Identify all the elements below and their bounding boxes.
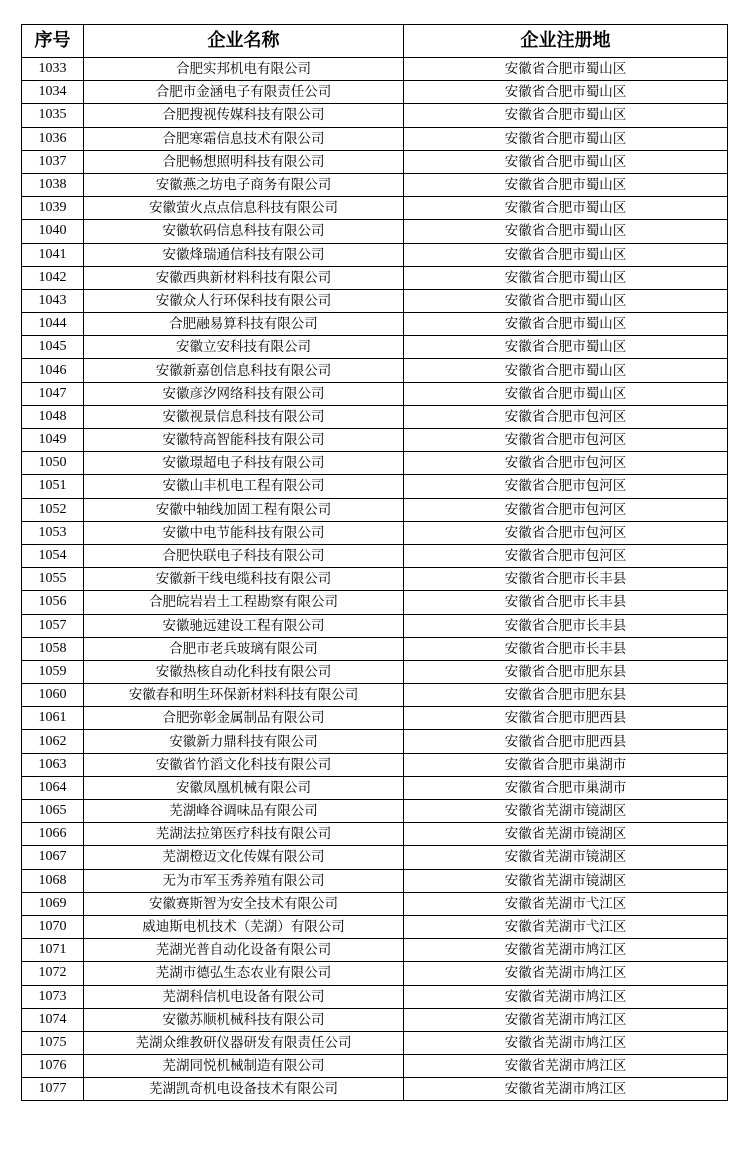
company-name-cell: 安徽新力鼎科技有限公司 [84,730,404,753]
company-name-cell: 安徽彦汐网络科技有限公司 [84,382,404,405]
table-row [22,985,728,1008]
registration-place-cell: 安徽省芜湖市鸠江区 [404,1078,728,1101]
table-row [22,544,728,567]
company-name-cell: 合肥弥彰金属制品有限公司 [84,707,404,730]
company-name-cell: 安徽中轴线加固工程有限公司 [84,498,404,521]
company-name-cell: 芜湖法拉第医疗科技有限公司 [84,823,404,846]
company-name-cell: 合肥实邦机电有限公司 [84,58,404,81]
registration-place-cell: 安徽省合肥市包河区 [404,521,728,544]
registration-place-cell: 安徽省合肥市蜀山区 [404,127,728,150]
company-name-cell: 安徽软码信息科技有限公司 [84,220,404,243]
table-row [22,289,728,312]
serial-number-cell: 1038 [22,173,84,196]
registration-place-cell: 安徽省合肥市包河区 [404,452,728,475]
table-row [22,962,728,985]
serial-number-cell: 1056 [22,591,84,614]
company-name-cell: 安徽立安科技有限公司 [84,336,404,359]
header-serial-number: 序号 [22,25,84,58]
table-row [22,452,728,475]
table-row [22,359,728,382]
table-row [22,800,728,823]
registration-place-cell: 安徽省合肥市包河区 [404,498,728,521]
serial-number-cell: 1067 [22,846,84,869]
table-row [22,197,728,220]
registration-place-cell: 安徽省芜湖市镜湖区 [404,869,728,892]
registration-place-cell: 安徽省合肥市包河区 [404,429,728,452]
serial-number-cell: 1060 [22,684,84,707]
table-row [22,869,728,892]
company-name-cell: 合肥市金涵电子有限责任公司 [84,81,404,104]
serial-number-cell: 1069 [22,892,84,915]
serial-number-cell: 1051 [22,475,84,498]
table-row [22,58,728,81]
registration-place-cell: 安徽省合肥市蜀山区 [404,150,728,173]
registration-place-cell: 安徽省合肥市肥西县 [404,730,728,753]
serial-number-cell: 1046 [22,359,84,382]
table-row [22,591,728,614]
registration-place-cell: 安徽省合肥市蜀山区 [404,289,728,312]
company-name-cell: 安徽特高智能科技有限公司 [84,429,404,452]
table-row [22,104,728,127]
table-row [22,684,728,707]
registration-place-cell: 安徽省合肥市蜀山区 [404,58,728,81]
serial-number-cell: 1062 [22,730,84,753]
company-name-cell: 安徽春和明生环保新材料科技有限公司 [84,684,404,707]
serial-number-cell: 1047 [22,382,84,405]
registration-place-cell: 安徽省芜湖市鸠江区 [404,1031,728,1054]
company-name-cell: 安徽省竹滔文化科技有限公司 [84,753,404,776]
registration-place-cell: 安徽省合肥市肥西县 [404,707,728,730]
table-row [22,243,728,266]
registration-place-cell: 安徽省合肥市长丰县 [404,637,728,660]
table-row [22,521,728,544]
table-row [22,846,728,869]
company-name-cell: 无为市军玉秀养殖有限公司 [84,869,404,892]
table-row [22,915,728,938]
serial-number-cell: 1041 [22,243,84,266]
company-name-cell: 安徽新嘉创信息科技有限公司 [84,359,404,382]
serial-number-cell: 1042 [22,266,84,289]
table-row [22,405,728,428]
registration-place-cell: 安徽省合肥市巢湖市 [404,753,728,776]
registration-place-cell: 安徽省合肥市长丰县 [404,591,728,614]
serial-number-cell: 1063 [22,753,84,776]
header-registration-place: 企业注册地 [404,25,728,58]
company-name-cell: 安徽赛斯智为安全技术有限公司 [84,892,404,915]
registration-place-cell: 安徽省合肥市包河区 [404,405,728,428]
table-row [22,614,728,637]
company-name-cell: 安徽烽瑞通信科技有限公司 [84,243,404,266]
table-row [22,1031,728,1054]
table-row [22,313,728,336]
registration-place-cell: 安徽省合肥市蜀山区 [404,336,728,359]
company-name-cell: 合肥融易算科技有限公司 [84,313,404,336]
serial-number-cell: 1052 [22,498,84,521]
registration-place-cell: 安徽省合肥市蜀山区 [404,266,728,289]
serial-number-cell: 1049 [22,429,84,452]
table-row [22,776,728,799]
registration-place-cell: 安徽省合肥市蜀山区 [404,197,728,220]
company-name-cell: 合肥市老兵玻璃有限公司 [84,637,404,660]
serial-number-cell: 1064 [22,776,84,799]
serial-number-cell: 1045 [22,336,84,359]
header-row [22,25,728,58]
serial-number-cell: 1037 [22,150,84,173]
company-name-cell: 合肥畅想照明科技有限公司 [84,150,404,173]
registration-place-cell: 安徽省芜湖市镜湖区 [404,846,728,869]
registration-place-cell: 安徽省合肥市长丰县 [404,614,728,637]
company-name-cell: 合肥皖岩岩土工程勘察有限公司 [84,591,404,614]
header-company-name: 企业名称 [84,25,404,58]
company-name-cell: 芜湖众维教研仪器研发有限责任公司 [84,1031,404,1054]
company-name-cell: 安徽视景信息科技有限公司 [84,405,404,428]
serial-number-cell: 1071 [22,939,84,962]
table-row [22,753,728,776]
registration-place-cell: 安徽省芜湖市鸠江区 [404,985,728,1008]
table-row [22,707,728,730]
table-row [22,382,728,405]
company-name-cell: 安徽璟超电子科技有限公司 [84,452,404,475]
company-name-cell: 芜湖市德弘生态农业有限公司 [84,962,404,985]
registration-place-cell: 安徽省芜湖市鸠江区 [404,1008,728,1031]
serial-number-cell: 1035 [22,104,84,127]
registration-place-cell: 安徽省合肥市包河区 [404,544,728,567]
registration-place-cell: 安徽省合肥市蜀山区 [404,382,728,405]
serial-number-cell: 1076 [22,1055,84,1078]
registration-place-cell: 安徽省合肥市肥东县 [404,684,728,707]
company-name-cell: 安徽西典新材料科技有限公司 [84,266,404,289]
company-name-cell: 芜湖峰谷调味品有限公司 [84,800,404,823]
table-row [22,637,728,660]
registration-place-cell: 安徽省芜湖市镜湖区 [404,823,728,846]
table-row [22,939,728,962]
company-name-cell: 威迪斯电机技术（芜湖）有限公司 [84,915,404,938]
table-row [22,1078,728,1101]
serial-number-cell: 1036 [22,127,84,150]
table-row [22,892,728,915]
serial-number-cell: 1075 [22,1031,84,1054]
registration-place-cell: 安徽省合肥市长丰县 [404,568,728,591]
table-body [22,58,728,1101]
company-name-cell: 安徽凤凰机械有限公司 [84,776,404,799]
serial-number-cell: 1059 [22,660,84,683]
company-name-cell: 芜湖凯奇机电设备技术有限公司 [84,1078,404,1101]
registration-place-cell: 安徽省合肥市蜀山区 [404,81,728,104]
serial-number-cell: 1039 [22,197,84,220]
registration-place-cell: 安徽省芜湖市鸠江区 [404,962,728,985]
serial-number-cell: 1068 [22,869,84,892]
table-row [22,336,728,359]
registration-place-cell: 安徽省合肥市蜀山区 [404,173,728,196]
company-name-cell: 安徽山丰机电工程有限公司 [84,475,404,498]
registration-place-cell: 安徽省芜湖市鸠江区 [404,1055,728,1078]
table-row [22,220,728,243]
serial-number-cell: 1055 [22,568,84,591]
serial-number-cell: 1040 [22,220,84,243]
company-name-cell: 安徽新干线电缆科技有限公司 [84,568,404,591]
serial-number-cell: 1034 [22,81,84,104]
company-name-cell: 安徽燕之坊电子商务有限公司 [84,173,404,196]
serial-number-cell: 1070 [22,915,84,938]
table-row [22,127,728,150]
table-row [22,1055,728,1078]
registration-place-cell: 安徽省芜湖市鸠江区 [404,939,728,962]
table-row [22,81,728,104]
registration-place-cell: 安徽省芜湖市弋江区 [404,915,728,938]
registration-place-cell: 安徽省合肥市蜀山区 [404,104,728,127]
serial-number-cell: 1057 [22,614,84,637]
company-name-cell: 安徽萤火点点信息科技有限公司 [84,197,404,220]
table-header [22,25,728,58]
serial-number-cell: 1072 [22,962,84,985]
serial-number-cell: 1050 [22,452,84,475]
serial-number-cell: 1077 [22,1078,84,1101]
registration-place-cell: 安徽省合肥市巢湖市 [404,776,728,799]
serial-number-cell: 1053 [22,521,84,544]
registration-place-cell: 安徽省芜湖市镜湖区 [404,800,728,823]
company-name-cell: 芜湖光普自动化设备有限公司 [84,939,404,962]
company-name-cell: 合肥搜视传媒科技有限公司 [84,104,404,127]
serial-number-cell: 1066 [22,823,84,846]
company-name-cell: 安徽热核自动化科技有限公司 [84,660,404,683]
table-row [22,429,728,452]
company-name-cell: 安徽苏顺机械科技有限公司 [84,1008,404,1031]
serial-number-cell: 1043 [22,289,84,312]
registration-place-cell: 安徽省合肥市蜀山区 [404,243,728,266]
company-name-cell: 芜湖科信机电设备有限公司 [84,985,404,1008]
registration-place-cell: 安徽省合肥市蜀山区 [404,359,728,382]
serial-number-cell: 1061 [22,707,84,730]
table-row [22,1008,728,1031]
table-row [22,660,728,683]
table-row [22,498,728,521]
registration-place-cell: 安徽省合肥市肥东县 [404,660,728,683]
table-row [22,823,728,846]
company-name-cell: 芜湖橙迈文化传媒有限公司 [84,846,404,869]
company-name-cell: 合肥寒霜信息技术有限公司 [84,127,404,150]
registration-place-cell: 安徽省合肥市蜀山区 [404,313,728,336]
serial-number-cell: 1058 [22,637,84,660]
serial-number-cell: 1065 [22,800,84,823]
table-row [22,568,728,591]
serial-number-cell: 1073 [22,985,84,1008]
company-name-cell: 合肥快联电子科技有限公司 [84,544,404,567]
serial-number-cell: 1054 [22,544,84,567]
serial-number-cell: 1074 [22,1008,84,1031]
company-table [21,24,728,1101]
company-name-cell: 安徽中电节能科技有限公司 [84,521,404,544]
registration-place-cell: 安徽省芜湖市弋江区 [404,892,728,915]
table-row [22,150,728,173]
registration-place-cell: 安徽省合肥市包河区 [404,475,728,498]
serial-number-cell: 1033 [22,58,84,81]
company-name-cell: 芜湖同悦机械制造有限公司 [84,1055,404,1078]
company-name-cell: 安徽众人行环保科技有限公司 [84,289,404,312]
registration-place-cell: 安徽省合肥市蜀山区 [404,220,728,243]
table-row [22,730,728,753]
table-row [22,475,728,498]
table-row [22,173,728,196]
company-name-cell: 安徽驰远建设工程有限公司 [84,614,404,637]
serial-number-cell: 1044 [22,313,84,336]
table-row [22,266,728,289]
serial-number-cell: 1048 [22,405,84,428]
document-page [21,24,727,1101]
